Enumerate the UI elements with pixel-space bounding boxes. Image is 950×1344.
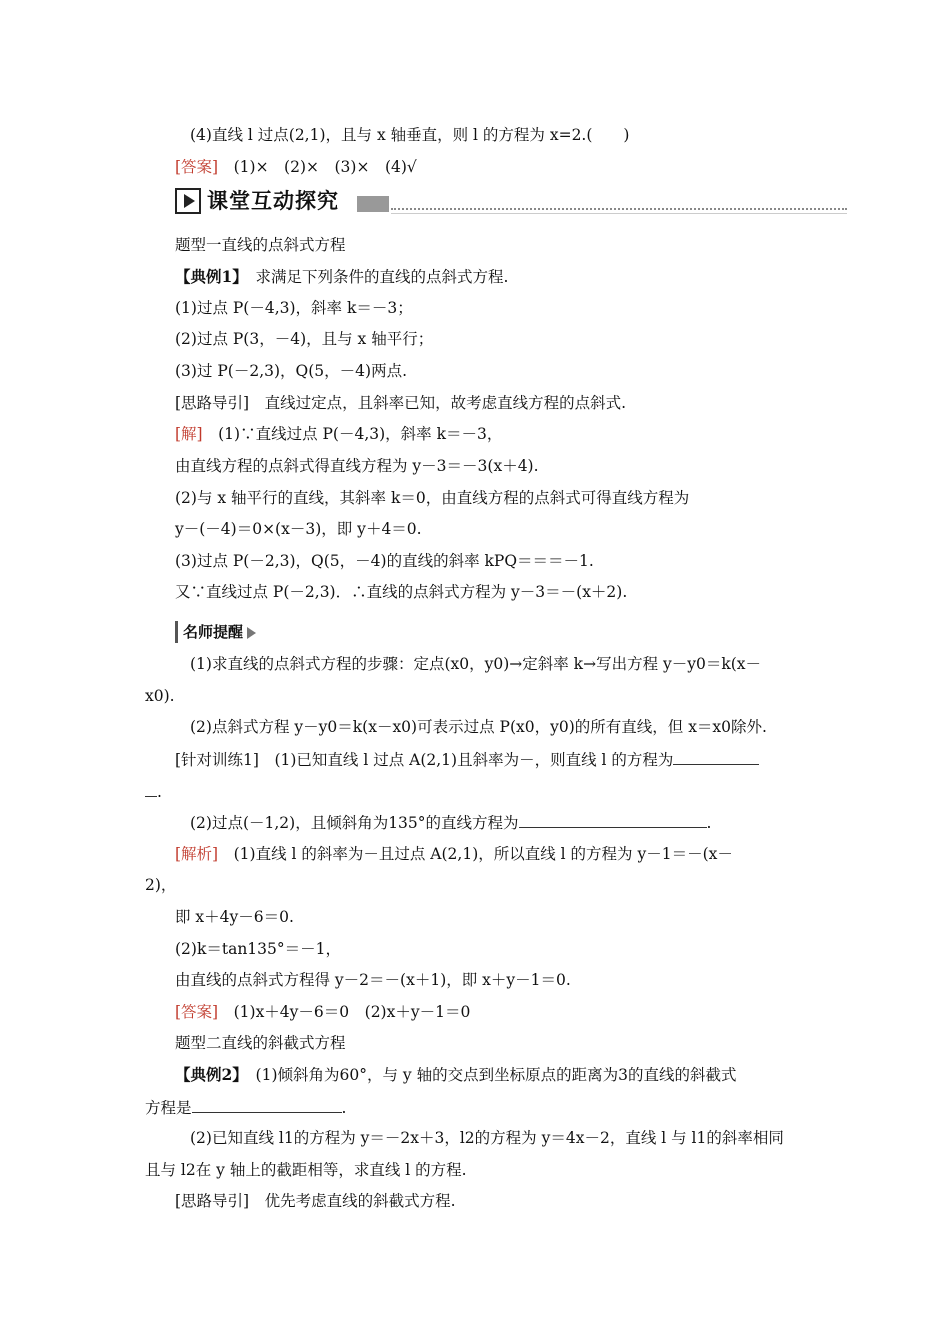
- answer-label-2: [答案]: [175, 1003, 219, 1021]
- answer-line-1: [175, 156, 417, 178]
- section-title: 课堂互动探究: [207, 189, 339, 213]
- banner-divider-2: [391, 213, 847, 214]
- condition-2: (2)过点 P(3，－4)，且与 x 轴平行；: [175, 330, 434, 348]
- analysis-line-1: [175, 843, 733, 865]
- answer-line-2: [175, 1001, 470, 1023]
- tip-line-1-cont: x0).: [145, 687, 175, 705]
- answer-blank-3: [192, 1096, 342, 1113]
- topic-title-1: 题型一直线的点斜式方程: [175, 236, 346, 254]
- analysis-label: [解析]: [175, 845, 219, 863]
- tip-heading: [175, 621, 256, 643]
- example-2-text: (1)倾斜角为60°，与 y 轴的交点到坐标原点的距离为3的直线的斜截式: [240, 1066, 737, 1084]
- answer-blank-2: [519, 811, 707, 828]
- question-4: (4)直线 l 过点(2,1)，且与 x 轴垂直，则 l 的方程为 x=2.( ): [190, 126, 630, 144]
- analysis-text: (1)直线 l 的斜率为－且过点 A(2,1)，所以直线 l 的方程为 y－1＝－(x－: [218, 845, 733, 863]
- training-text: [针对训练1] (1)已知直线 l 过点 A(2,1)且斜率为－，则直线 l 的方程为: [175, 751, 674, 769]
- example-2: [175, 1064, 736, 1086]
- condition-1: (1)过点 P(－4,3)，斜率 k＝－3；: [175, 299, 413, 317]
- analysis-line-2: 即 x＋4y－6＝0.: [175, 908, 294, 926]
- guide-1: [思路导引] 直线过定点，且斜率已知，故考虑直线方程的点斜式.: [175, 394, 627, 412]
- section-banner: [175, 186, 847, 216]
- topic-title-2: 题型二直线的斜截式方程: [175, 1034, 346, 1052]
- answer-label: [答案]: [175, 158, 219, 176]
- solution-line-4: y－(－4)＝0×(x－3)，即 y＋4＝0.: [175, 520, 422, 538]
- solution-line-1: [175, 423, 502, 445]
- answer-text-2: (1)x＋4y－6＝0 (2)x＋y－1＝0: [218, 1003, 471, 1021]
- solution-line-2: 由直线方程的点斜式得直线方程为 y－3＝－3(x＋4).: [175, 457, 539, 475]
- solution-line-5: (3)过点 P(－2,3)，Q(5，－4)的直线的斜率 kPQ＝＝＝－1.: [175, 552, 594, 570]
- solution-label: [解]: [175, 425, 203, 443]
- training-2: (2)过点(－1,2)，且倾斜角为135°的直线方程为 .: [190, 811, 711, 834]
- solution-text: (1)∵直线过点 P(－4,3)，斜率 k＝－3，: [202, 425, 503, 443]
- example-2-part-2-cont: 且与 l2在 y 轴上的截距相等，求直线 l 的方程.: [145, 1161, 467, 1179]
- example-2-cont-text: 方程是: [145, 1099, 192, 1117]
- answer-blank: [673, 748, 759, 765]
- banner-divider: [391, 208, 847, 210]
- training-1-cont: .: [145, 780, 162, 803]
- training-1: [175, 748, 759, 771]
- solution-line-6: 又∵直线过点 P(－2,3)．∴直线的点斜式方程为 y－3＝－(x＋2).: [175, 583, 628, 601]
- training-2-text: (2)过点(－1,2)，且倾斜角为135°的直线方程为: [190, 814, 519, 832]
- tip-line-2: (2)点斜式方程 y－y0＝k(x－x0)可表示过点 P(x0，y0)的所有直线，但 x＝x0除外.: [190, 718, 767, 736]
- example-text: 求满足下列条件的直线的点斜式方程.: [240, 268, 509, 286]
- tip-title: 名师提醒: [183, 623, 244, 641]
- guide-2: [思路导引] 优先考虑直线的斜截式方程.: [175, 1192, 456, 1210]
- answer-text: (1)× (2)× (3)× (4)√: [218, 158, 417, 176]
- analysis-line-3: (2)k＝tan135°＝－1，: [175, 940, 341, 958]
- flag-icon: [175, 188, 201, 214]
- example-label: 【典例1】: [175, 267, 241, 286]
- example-2-cont: 方程是 .: [145, 1096, 346, 1119]
- example-2-part-2: (2)已知直线 l1的方程为 y＝－2x＋3，l2的方程为 y＝4x－2，直线 l 与 l1的斜率相同: [190, 1129, 784, 1147]
- solution-line-3: (2)与 x 轴平行的直线，其斜率 k＝0，由直线方程的点斜式可得直线方程为: [175, 489, 690, 507]
- condition-3: (3)过 P(－2,3)，Q(5，－4)两点.: [175, 362, 408, 380]
- example-1: [175, 266, 508, 288]
- analysis-line-4: 由直线的点斜式方程得 y－2＝－(x＋1)，即 x＋y－1＝0.: [175, 971, 571, 989]
- tip-line-1: (1)求直线的点斜式方程的步骤：定点(x0，y0)→定斜率 k→写出方程 y－y0＝k(x－: [190, 655, 762, 673]
- answer-blank-cont: [145, 780, 157, 797]
- example-2-label: 【典例2】: [175, 1065, 241, 1084]
- analysis-line-1-cont: 2)，: [145, 876, 177, 894]
- banner-block: [357, 196, 389, 212]
- play-icon: [247, 627, 256, 639]
